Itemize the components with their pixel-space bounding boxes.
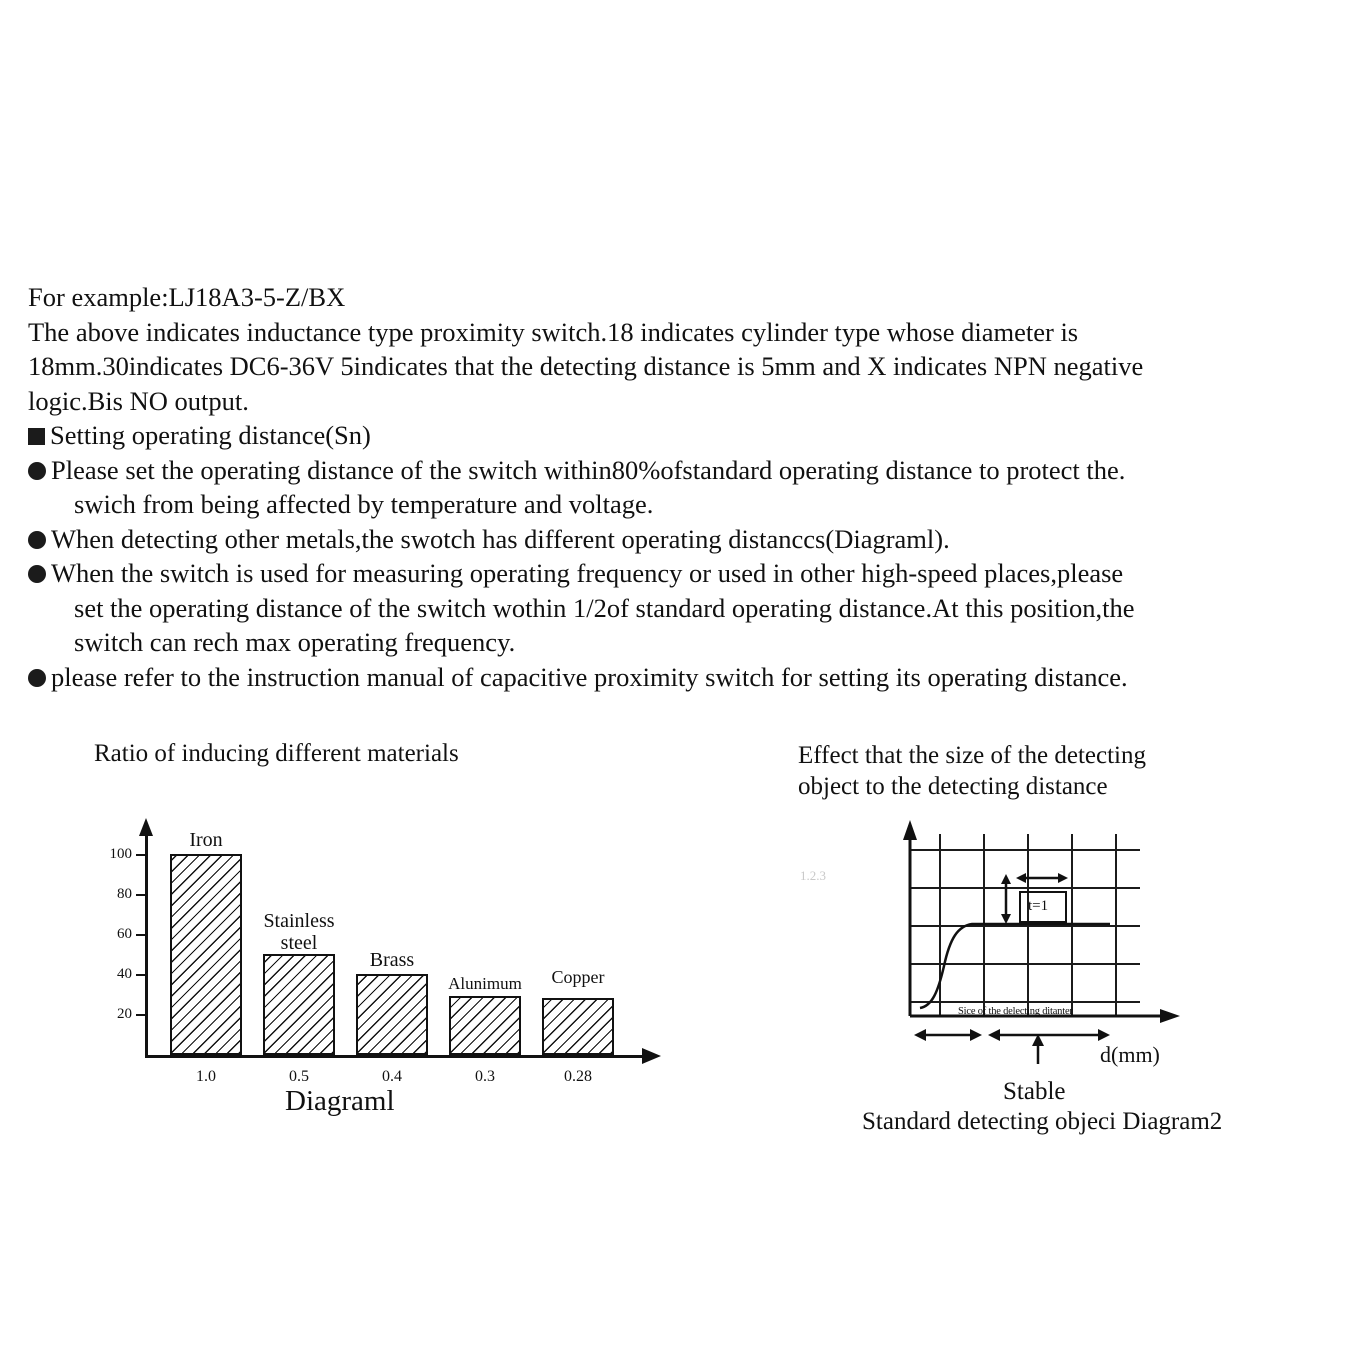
x-tick-label: 0.3	[475, 1068, 495, 1085]
disc-bullet-icon	[28, 669, 46, 687]
intro-paragraph	[28, 280, 1348, 418]
x-axis-label-d-mm: d(mm)	[1100, 1042, 1160, 1067]
chart1-heading: Ratio of inducing different materials	[94, 740, 459, 767]
bullet-3-line-3: switch can rech max operating frequency.	[74, 627, 516, 657]
y-tick-mark	[136, 974, 145, 976]
x-tick-label: 1.0	[196, 1068, 216, 1085]
bullet-1-line-1: Please set the operating distance of the switch within80%ofstandard operating distance to protect the.	[51, 454, 1126, 485]
y-tick-label: 100	[109, 846, 132, 862]
bullet-item	[28, 660, 1348, 695]
y-tick-label: 20	[117, 1006, 132, 1022]
disc-bullet-icon	[28, 531, 46, 549]
bar-copper	[542, 998, 614, 1055]
bar-stainless	[263, 954, 335, 1055]
section-heading-row	[28, 418, 1348, 453]
x-tick-label: 0.28	[564, 1068, 592, 1085]
y-tick-mark	[136, 854, 145, 856]
y-tick-mark	[136, 934, 145, 936]
bullet-4-line-1: please refer to the instruction manual of capacitive proximity switch for setting its operating distance.	[51, 661, 1128, 692]
bullet-3-line-1: When the switch is used for measuring operating frequency or used in other high-speed places,please	[51, 558, 1124, 588]
disc-bullet-icon	[28, 462, 46, 480]
bar-label-stainless: Stainless steel	[263, 910, 335, 954]
intro-line-4: logic.Bis NO output.	[28, 385, 249, 416]
y-axis-arrow-icon	[139, 818, 153, 836]
inner-note-label: Sice of the delecting ditanter	[958, 1006, 1073, 1017]
diagram1-caption: Diagraml	[285, 1085, 395, 1117]
y-tick-label: 40	[117, 966, 132, 982]
chart2-heading-line-1: Effect that the size of the detecting	[798, 742, 1146, 769]
x-tick-label: 0.4	[382, 1068, 402, 1085]
y-tick-label: 60	[117, 926, 132, 942]
x-axis-line	[145, 1055, 645, 1058]
bullet-1-line-2: swich from being affected by temperature and voltage.	[74, 489, 654, 519]
t-equals-1-label: t=1	[1028, 898, 1049, 914]
bullet-item	[28, 556, 1348, 660]
bar-label-alunimum: Alunimum	[448, 974, 522, 993]
body-text	[28, 280, 1348, 694]
intro-line-1: For example:LJ18A3-5-Z/BX	[28, 282, 346, 312]
bar-chart-diagram1	[90, 820, 690, 1120]
bullet-item	[28, 453, 1348, 522]
bar-alunimum	[449, 996, 521, 1055]
bullet-3-line-2: set the operating distance of the switch wothin 1/2of standard operating distance.At this position,the	[74, 592, 1135, 623]
stable-label: Stable	[1003, 1078, 1066, 1105]
y-axis-line	[145, 832, 148, 1057]
square-bullet-icon	[28, 428, 45, 445]
disc-bullet-icon	[28, 565, 46, 583]
intro-line-2: The above indicates inductance type proximity switch.18 indicates cylinder type whose diameter is	[28, 316, 1079, 347]
bar-label-brass: Brass	[369, 949, 415, 971]
y-tick-mark	[136, 1014, 145, 1016]
bar-brass	[356, 974, 428, 1055]
scan-artifact: 1.2.3	[800, 868, 826, 883]
section-heading: Setting operating distance(Sn)	[50, 420, 371, 450]
bar-label-iron: Iron	[189, 829, 223, 851]
diagram2	[880, 820, 1200, 1060]
bullet-2-line-1: When detecting other metals,the swotch has different operating distanccs(Diagraml).	[51, 523, 950, 554]
y-tick-label: 80	[117, 886, 132, 902]
intro-line-3: 18mm.30indicates DC6-36V 5indicates that the detecting distance is 5mm and X indicates NPN negative	[28, 351, 1144, 381]
chart2-heading-line-2: object to the detecting distance	[798, 773, 1108, 800]
bullet-item	[28, 522, 1348, 557]
x-tick-label: 0.5	[289, 1068, 309, 1085]
diagram2-caption: Standard detecting objeci Diagram2	[862, 1108, 1223, 1135]
bar-iron	[170, 854, 242, 1055]
bar-label-copper: Copper	[551, 967, 605, 987]
y-tick-mark	[136, 894, 145, 896]
diagram2-graphic	[880, 820, 1200, 1065]
x-axis-arrow-icon	[642, 1048, 661, 1064]
chart2-heading	[798, 740, 1228, 802]
